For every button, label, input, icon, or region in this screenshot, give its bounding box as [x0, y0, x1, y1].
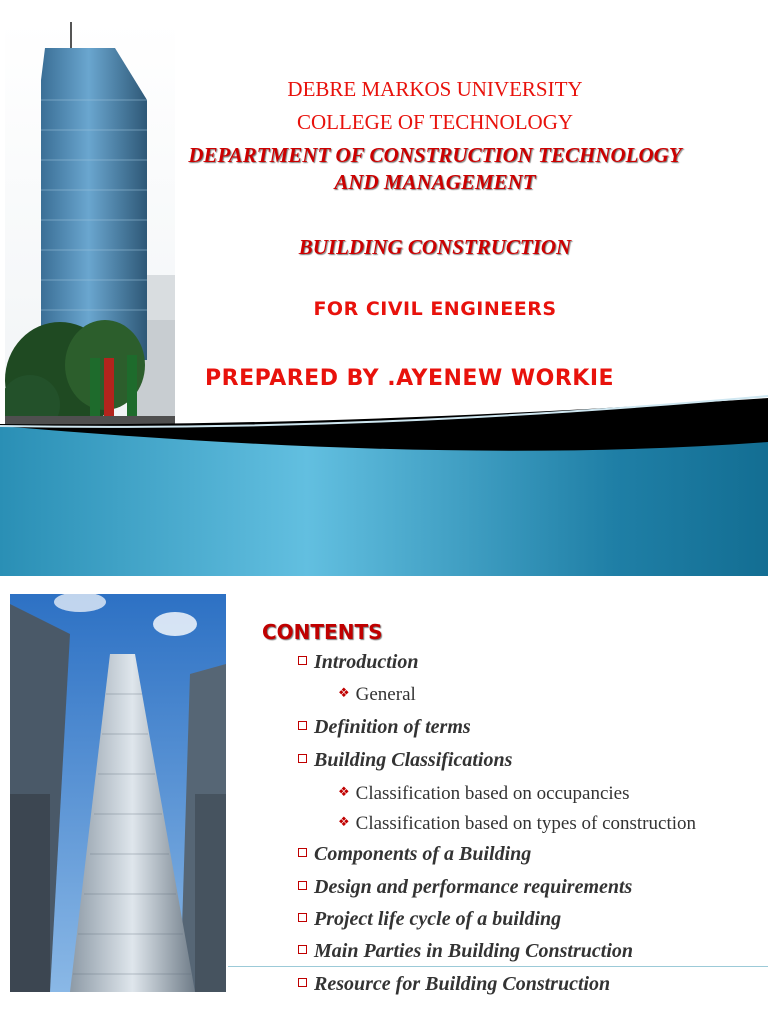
audience-line: FOR CIVIL ENGINEERS [313, 298, 557, 320]
list-item [298, 716, 471, 739]
contents-title: CONTENTS [262, 620, 383, 644]
prepared-by-line: PREPARED BY .AYENEW WORKIE [205, 366, 615, 391]
hollow-square-icon [298, 978, 307, 987]
list-item [298, 940, 633, 963]
diamond-icon: ❖ [338, 685, 350, 700]
hollow-square-icon [298, 848, 307, 857]
list-item-label: Components of a Building [314, 843, 532, 865]
list-item [298, 908, 561, 931]
list-item [338, 813, 696, 835]
skyscraper-construction-photo [10, 594, 226, 992]
list-item-label: Introduction [314, 651, 419, 673]
hollow-square-icon [298, 881, 307, 890]
list-item [338, 783, 630, 805]
course-title: BUILDING CONSTRUCTION [298, 235, 572, 259]
list-item [298, 973, 610, 996]
hollow-square-icon [298, 656, 307, 665]
diamond-icon: ❖ [338, 814, 350, 829]
list-item-label: Project life cycle of a building [314, 908, 562, 930]
college-name: COLLEGE OF TECHNOLOGY [296, 110, 574, 134]
divider-line [228, 966, 768, 967]
list-item-label: General [355, 684, 416, 705]
university-name: DEBRE MARKOS UNIVERSITY [287, 77, 583, 101]
hollow-square-icon [298, 945, 307, 954]
list-item [298, 843, 531, 866]
list-item-label: Design and performance requirements [314, 876, 633, 898]
hollow-square-icon [298, 754, 307, 763]
list-item [338, 684, 416, 706]
list-item-label: Definition of terms [314, 716, 471, 738]
list-item-label: Resource for Building Construction [314, 973, 611, 995]
list-item [298, 876, 632, 899]
list-item-label: Classification based on occupancies [355, 783, 630, 804]
list-item [298, 749, 512, 772]
hollow-square-icon [298, 721, 307, 730]
contents-slide [0, 576, 768, 1024]
list-item [298, 651, 418, 674]
list-item-label: Classification based on types of construction [355, 813, 697, 834]
list-item-label: Main Parties in Building Construction [314, 940, 633, 962]
list-item-label: Building Classifications [314, 749, 513, 771]
department-line-1: DEPARTMENT OF CONSTRUCTION TECHNOLOGY [188, 143, 682, 167]
department-line-2: AND MANAGEMENT [334, 170, 536, 194]
hollow-square-icon [298, 913, 307, 922]
decorative-wave-band [0, 390, 768, 576]
diamond-icon: ❖ [338, 784, 350, 799]
